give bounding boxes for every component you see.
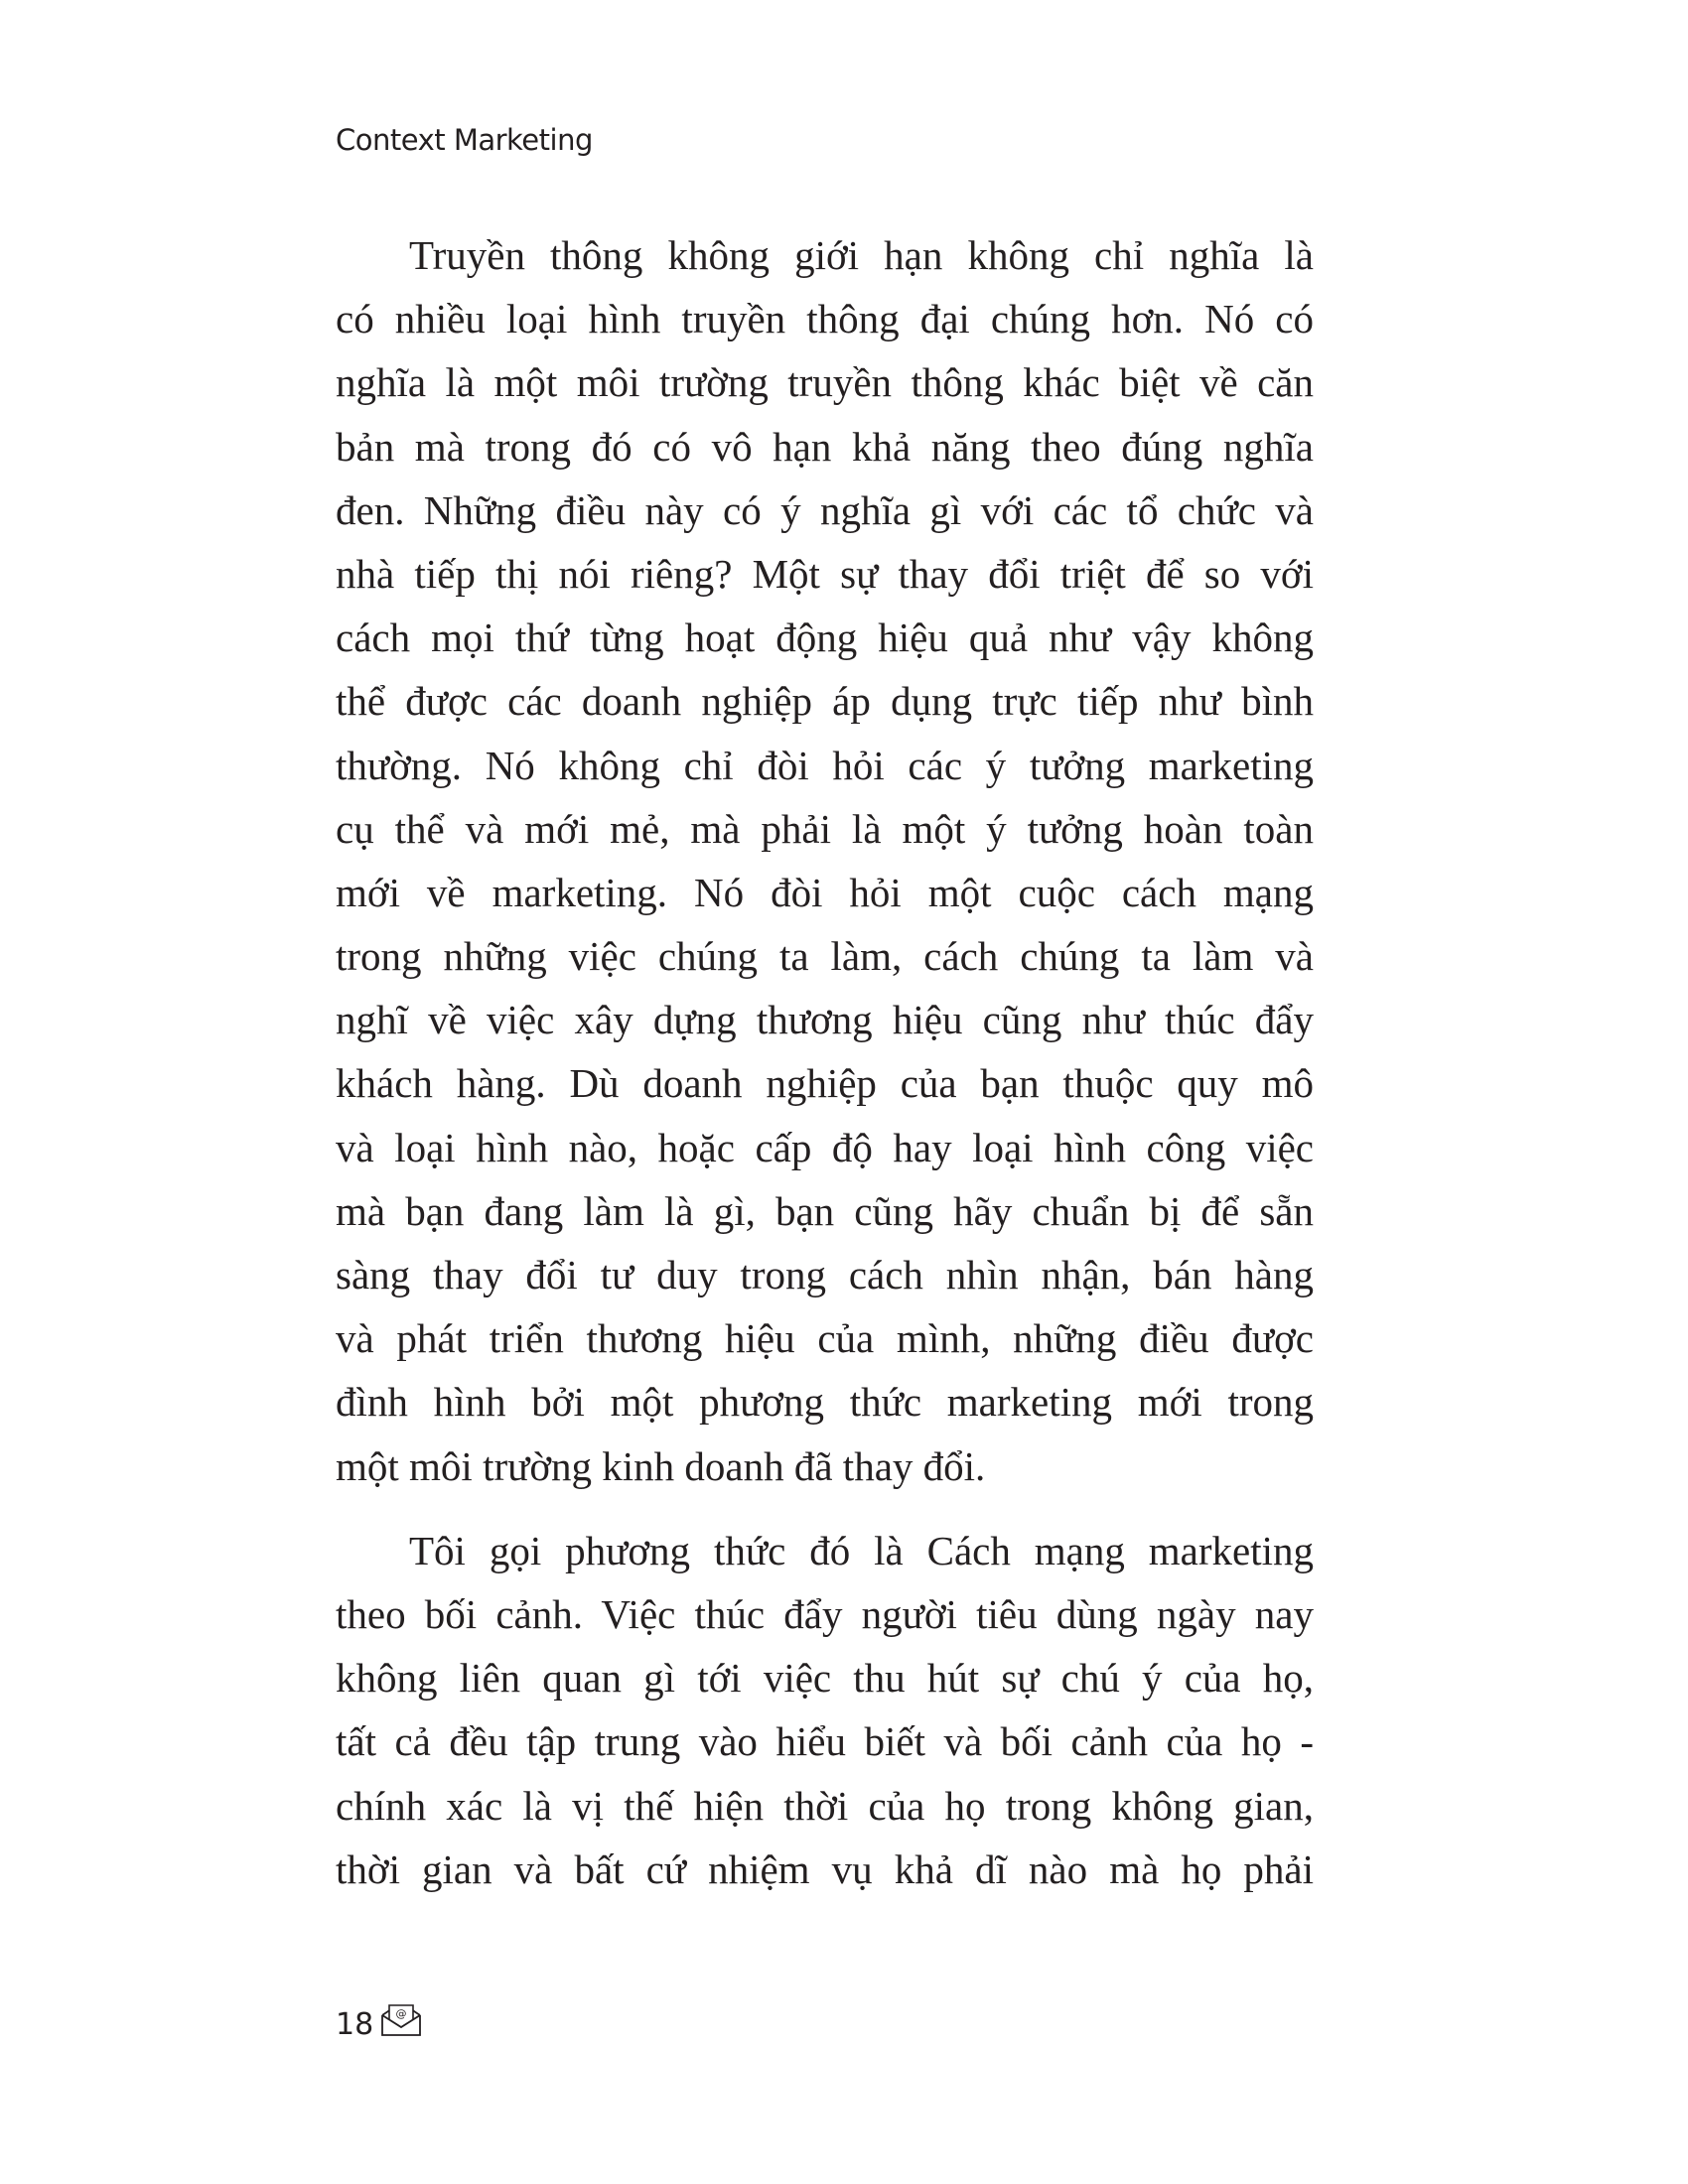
text-line: đen. Những điều này có ý nghĩa gì với các tổ chức và (336, 486, 1314, 533)
text-line: nghĩa là một môi trường truyền thông khác biệt về căn (336, 359, 1314, 406)
paragraph (336, 223, 1314, 1498)
text-line: cụ thể và mới mẻ, mà phải là một ý tưởng hoàn toàn (336, 805, 1314, 852)
svg-text:@: @ (395, 2007, 407, 2020)
text-line: và loại hình nào, hoặc cấp độ hay loại hình công việc (336, 1124, 1314, 1170)
text-line: thường. Nó không chỉ đòi hỏi các ý tưởng marketing (336, 742, 1314, 788)
text-line: một môi trường kinh doanh đã thay đổi. (336, 1442, 986, 1489)
text-line: trong những việc chúng ta làm, cách chúng ta làm và (336, 933, 1314, 980)
text-line: mới về marketing. Nó đòi hỏi một cuộc cách mạng (336, 869, 1314, 915)
text-line: thời gian và bất cứ nhiệm vụ khả dĩ nào mà họ phải (336, 1845, 1314, 1892)
text-line: Tôi gọi phương thức đó là Cách mạng marketing (409, 1527, 1314, 1573)
running-header-title: Context Marketing (336, 123, 593, 157)
text-line: và phát triển thương hiệu của mình, những điều được (336, 1315, 1314, 1362)
text-line: cách mọi thứ từng hoạt động hiệu quả như vậy không (336, 614, 1314, 661)
text-line: tất cả đều tập trung vào hiểu biết và bối cảnh của họ - (336, 1718, 1314, 1765)
text-line: chính xác là vị thế hiện thời của họ trong không gian, (336, 1782, 1314, 1829)
text-line: nhà tiếp thị nói riêng? Một sự thay đổi triệt để so với (336, 550, 1314, 597)
text-line: không liên quan gì tới việc thu hút sự chú ý của họ, (336, 1655, 1314, 1702)
text-line: sàng thay đổi tư duy trong cách nhìn nhận, bán hàng (336, 1252, 1314, 1297)
text-line: khách hàng. Dù doanh nghiệp của bạn thuộc quy mô (336, 1060, 1314, 1107)
envelope-at-icon (379, 2003, 423, 2042)
text-line: nghĩ về việc xây dựng thương hiệu cũng như thúc đẩy (336, 997, 1314, 1043)
body-text (336, 223, 1314, 1901)
text-line: thể được các doanh nghiệp áp dụng trực tiếp như bình (336, 678, 1314, 725)
text-line: có nhiều loại hình truyền thông đại chúng hơn. Nó có (336, 296, 1314, 342)
paragraph (336, 1519, 1314, 1901)
page-number: 18 (336, 2007, 374, 2042)
text-line: bản mà trong đó có vô hạn khả năng theo đúng nghĩa (336, 423, 1314, 470)
text-line: mà bạn đang làm là gì, bạn cũng hãy chuẩn bị để sẵn (336, 1187, 1314, 1234)
text-line: theo bối cảnh. Việc thúc đẩy người tiêu dùng ngày nay (336, 1590, 1314, 1637)
text-line: đình hình bởi một phương thức marketing mới trong (336, 1379, 1314, 1426)
text-line: Truyền thông không giới hạn không chỉ nghĩa là (409, 232, 1314, 278)
page-footer (336, 2003, 423, 2042)
